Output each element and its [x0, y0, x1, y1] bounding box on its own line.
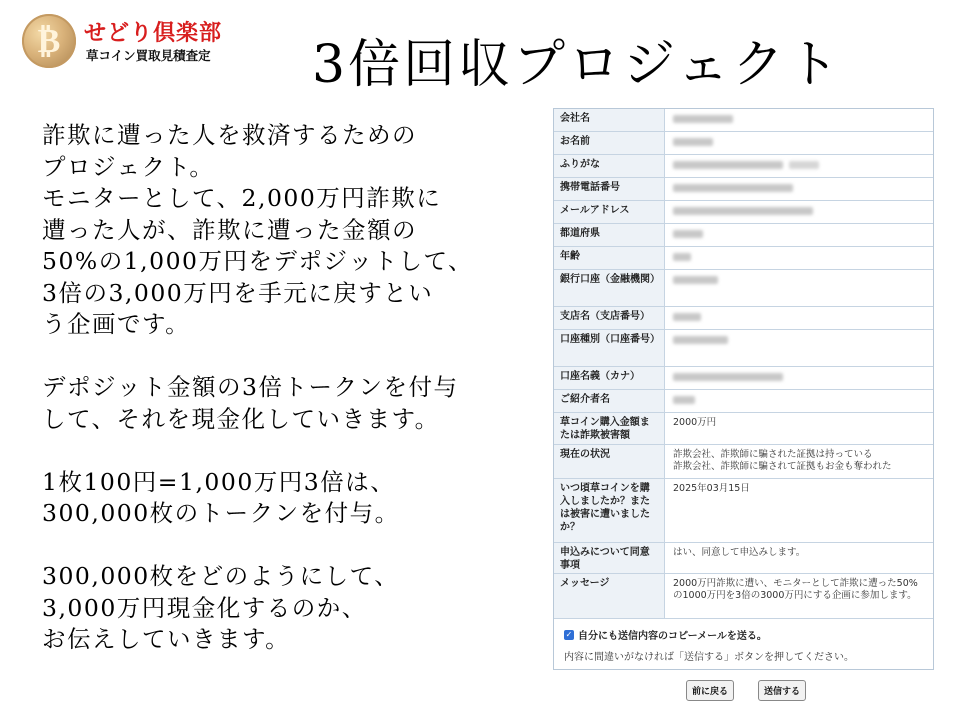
form-row	[554, 109, 933, 132]
form-field-value	[665, 178, 933, 200]
body-line	[42, 341, 542, 373]
form-row	[554, 390, 933, 413]
form-field-label: 支店名（支店番号）	[554, 307, 665, 329]
body-line: 詐欺に遭った人を救済するための	[42, 121, 417, 149]
form-field-label: 年齢	[554, 247, 665, 269]
form-field-value: 2025年03月15日	[673, 483, 750, 494]
form-field-label: 都道府県	[554, 224, 665, 246]
redacted-value	[673, 115, 733, 123]
form-row	[554, 367, 933, 390]
form-row	[554, 479, 933, 543]
body-line: して、それを現金化していきます。	[42, 404, 440, 433]
form-field-value	[665, 109, 933, 131]
redacted-value	[673, 184, 793, 192]
body-line: 50%の1,000万円をデポジットして、	[42, 247, 474, 275]
logo	[22, 12, 222, 70]
form-field-label: 現在の状況	[554, 445, 665, 478]
form-field-label: いつ頃草コインを購入しましたか？または被害に遭いましたか？	[554, 479, 665, 542]
redacted-value	[789, 161, 819, 169]
form-row	[554, 178, 933, 201]
page-title: 3倍回収プロジェクト	[312, 35, 843, 95]
body-line: デポジット金額の3倍トークンを付与	[42, 373, 459, 401]
redacted-value	[673, 207, 813, 215]
description-text	[42, 120, 542, 656]
form-field-label: 申込みについて同意事項	[554, 543, 665, 573]
form-field-label: メッセージ	[554, 574, 665, 618]
copy-mail-option[interactable]	[564, 627, 927, 642]
body-line: う企画です。	[42, 310, 191, 338]
body-line: 300,000枚のトークンを付与。	[42, 499, 400, 527]
form-field-value: 2000万円	[673, 417, 717, 428]
confirm-note: 内容に間違いがなければ「送信する」ボタンを押してください。	[564, 652, 854, 663]
form-field-value	[665, 224, 933, 246]
body-line: 3,000万円現金化するのか、	[42, 593, 367, 622]
body-line: モニターとして、2,000万円詐欺に	[42, 184, 442, 212]
form-field-label: 銀行口座（金融機関）	[554, 270, 665, 306]
form-row	[554, 224, 933, 247]
form-buttons	[686, 680, 806, 701]
redacted-value	[673, 396, 695, 404]
brand-name: せどり倶楽部	[84, 20, 223, 46]
redacted-value	[673, 373, 783, 381]
redacted-value	[673, 230, 703, 238]
form-footer	[554, 619, 933, 663]
form-row	[554, 247, 933, 270]
form-field-value	[665, 270, 933, 306]
body-line	[42, 530, 542, 562]
form-row	[554, 201, 933, 224]
form-field-value	[665, 201, 933, 223]
form-row	[554, 132, 933, 155]
form-row	[554, 543, 933, 574]
form-field-label: 携帯電話番号	[554, 178, 665, 200]
bitcoin-coin-icon: ₿	[22, 14, 76, 68]
form-row	[554, 445, 933, 479]
redacted-value	[673, 276, 718, 284]
form-field-label: メールアドレス	[554, 201, 665, 223]
form-row	[554, 270, 933, 307]
form-field-value: 詐欺会社、詐欺師に騙された証拠は持っている 詐欺会社、詐欺師に騙されて証拠もお金も奪われた	[673, 449, 892, 472]
body-line	[42, 435, 542, 467]
body-line: 300,000枚をどのようにして、	[42, 562, 400, 590]
form-field-value: はい、同意して申込みします。	[673, 547, 806, 558]
form-row	[554, 574, 933, 619]
form-field-value	[665, 390, 933, 412]
form-field-value	[665, 247, 933, 269]
form-field-label: ご紹介者名	[554, 390, 665, 412]
redacted-value	[673, 161, 783, 169]
copy-mail-checkbox[interactable]: ✓	[565, 629, 573, 639]
form-field-value	[665, 367, 933, 389]
body-line: プロジェクト。	[42, 152, 215, 181]
form-field-value	[665, 155, 933, 177]
form-row	[554, 330, 933, 367]
back-button[interactable]: 前に戻る	[686, 680, 734, 701]
redacted-value	[673, 138, 713, 146]
form-row	[554, 155, 933, 178]
redacted-value	[673, 253, 691, 261]
form-field-label: 口座種別（口座番号）	[554, 330, 665, 366]
form-field-label: お名前	[554, 132, 665, 154]
form-field-label: 口座名義（カナ）	[554, 367, 665, 389]
form-field-value	[665, 307, 933, 329]
redacted-value	[673, 336, 728, 344]
form-row	[554, 307, 933, 330]
form-rows	[554, 109, 933, 619]
form-field-value	[665, 330, 933, 366]
application-form	[553, 108, 934, 670]
submit-button[interactable]: 送信する	[758, 680, 806, 701]
form-field-value	[665, 132, 933, 154]
redacted-value	[673, 313, 701, 321]
brand-subtitle: 草コイン買取見積査定	[86, 48, 211, 63]
form-row	[554, 413, 933, 445]
form-field-label: 草コイン購入金額または詐欺被害額	[554, 413, 665, 444]
body-line: 遭った人が、詐欺に遭った金額の	[42, 215, 417, 244]
form-field-label: 会社名	[554, 109, 665, 131]
form-field-label: ふりがな	[554, 155, 665, 177]
body-line: 3倍の3,000万円を手元に戻すとい	[42, 278, 434, 307]
body-line: お伝えしていきます。	[42, 625, 291, 653]
body-line: 1枚100円=1,000万円3倍は、	[42, 467, 396, 496]
copy-mail-label: 自分にも送信内容のコピーメールを送る。	[578, 631, 767, 642]
form-field-value: 2000万円詐欺に遭い、モニターとして詐欺に遭った50%の1000万円を3倍の3000万円にする企画に参加します。	[673, 578, 918, 601]
